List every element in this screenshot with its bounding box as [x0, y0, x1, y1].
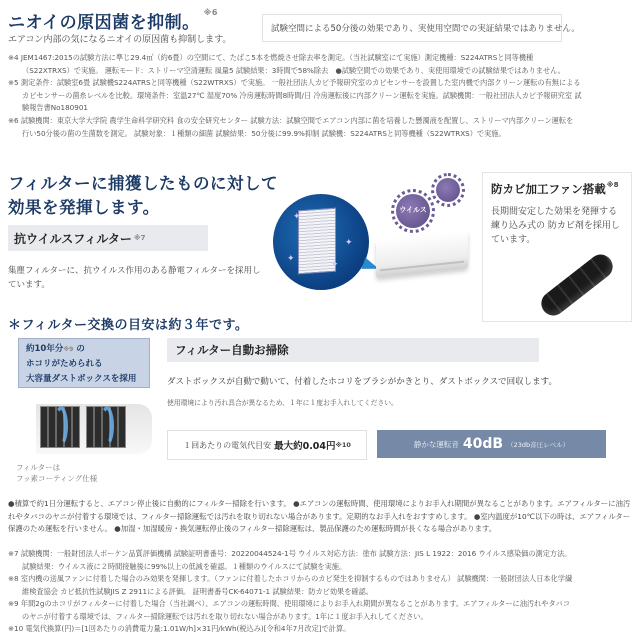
caption-line: フィルターは: [16, 463, 61, 472]
section-subtitle-odor: エアコン内部の気になるニオイの原因菌も抑制します。: [8, 35, 232, 45]
footnote-10: [8, 623, 636, 636]
sparkle-icon: ✦: [331, 260, 339, 270]
footnote-ref: ※10: [335, 441, 351, 449]
label-text: 抗ウイルスフィルター: [14, 231, 132, 246]
filter-replacement-title: ＊フィルター交換の目安は約３年です。: [8, 318, 249, 333]
footnote-ref: ※6: [203, 8, 218, 17]
feature-text: 約10年分: [26, 344, 64, 354]
antimold-fan-card: [482, 172, 632, 322]
noise-value: 40dB: [462, 436, 504, 452]
footnote-ref: ※8: [606, 181, 619, 189]
title-text: ニオイの原因菌を抑制。: [8, 13, 200, 33]
footnote-line: ※9 年間2gのホコリがフィルターに付着した場合（当社調べ）、エアコンの運転時間、使用環境によりお手入れ期間が異なることがあります。エアフィルターに油汚れやタバコ: [8, 599, 570, 608]
footnote-line: ※8 室内機の送風ファンに付着した場合のみ効果を発揮します。（ファンに付着したホコリからのカビ発生を抑制するものではありません） 試験機関：一般財団法人日本化学繊: [8, 574, 573, 583]
section-title-filter-effect: [8, 172, 278, 220]
virus-icon: [396, 194, 430, 228]
footnote-ref: ※9: [63, 346, 74, 353]
footnote-line: ※7 試験機関：一般財団法人ボーケン品質評価機構 試験証明書番号：20220044524-1号 ウイルス対応方法：塗布 試験方法：JIS L 1922：2016 ウイルス感染価の測定方法。: [8, 549, 572, 558]
operation-notes: ●積算で約1日分運転すると、エアコン停止後に自動的にフィルター掃除を行います。 ●エアコンの運転時間、使用環境によりお手入れ期間が異なることがあります。エアフィルターに油汚れやタバコのヤニが付着する環境では、フィルター掃除運転では汚れを取り切れない場合があります。定期的なお手入れをおすすめします。 ●室内温度が10℃以下の時は、エアフィルター保護のため運転を行いません。 ●加湿・加湿暖房・換気運転停止後のフィルター掃除運転は、製品保護のため運転時間が長くなる場合があります。: [8, 499, 631, 533]
air-conditioner-image: [376, 230, 468, 278]
cost-label: １回あたりの電気代目安: [183, 440, 272, 450]
sparkle-icon: ✦: [293, 212, 301, 222]
sparkle-icon: ✦: [287, 254, 295, 264]
auto-clean-note: 使用環境により汚れ具合が異なるため、１年に１度お手入れしてください。: [167, 399, 398, 407]
filter-zoom-illustration: [273, 194, 369, 290]
title-line: 効果を発揮します。: [8, 198, 160, 217]
noise-level-box: [377, 430, 606, 458]
test-notice-box: 試験空間による50分後の効果であり、実使用空間での実証結果ではありません。: [262, 14, 562, 42]
noise-sub: （23db音圧レベル）: [507, 440, 570, 449]
sparkle-icon: ✦: [345, 238, 353, 248]
caption-line: フッ素コーティング仕様: [16, 474, 98, 483]
footnote-6: [8, 115, 636, 140]
feature-line: 大容量ダストボックスを採用: [26, 374, 137, 384]
airflow-arrow-icon: [54, 406, 68, 446]
virus-icon: [436, 178, 460, 202]
electricity-cost-box: [167, 430, 367, 460]
footnote-line: 行い50分後の菌の生菌数を測定。 試験対象：１種類の細菌 試験結果：50分後に99.9%抑制 試験機：S224ATRSと同等機種（S22WTRXS）で実施。: [22, 128, 506, 138]
dustbox-image: [36, 404, 152, 454]
footnote-line: ※4 JEM1467:2015の試験方法に準じ29.4㎡（約6畳）の空間にて、たばこ5本を燃焼させ除去率を測定。（当社試験室にて実施）測定機種：S224ATRSと同等機種: [8, 53, 534, 62]
virus-label: ウイルス: [399, 206, 427, 214]
footnote-line: 験報告書No180901: [22, 103, 88, 112]
fan-card-title: [491, 181, 623, 197]
footnote-8: [8, 573, 636, 598]
airflow-arrow-icon: [100, 406, 114, 446]
footnote-line: （S22XTRXS）で実施。 運転モード：ストリーマ空清運転 風量5 試験結果：3時間で58%除去 ●試験空間での効果であり、実使用環境での試験結果ではありません。: [22, 65, 565, 75]
section-title-odor: [8, 8, 218, 33]
title-text: 防カビ加工ファン搭載: [491, 182, 606, 196]
footnote-line: のヤニが付着する環境では、フィルター掃除運転では汚れを取り切れない場合があります。1年に１度お手入れしてください。: [22, 611, 428, 621]
footnote-4: [8, 52, 636, 77]
footnote-7: [8, 548, 636, 573]
title-line: フィルターに捕獲したものに対して: [8, 174, 279, 193]
dustbox-caption: [16, 462, 97, 484]
footnote-line: 維検査協会 カビ抵抗性試験JIS Z 2911による評価。 証明書番号CK-64071-1 試験結果：防カビ効果を確認。: [22, 586, 373, 596]
footnote-line: ※10 電気代換算(円)＝[1回あたりの消費電力量:1.01W/h]×31円/kWh(税込み)[令和4年7月改定]で計算。: [8, 624, 351, 633]
auto-clean-desc: ダストボックスが自動で動いて、付着したホコリをブラシがかきとり、ダストボックスで回収します。: [167, 377, 557, 387]
cost-value: 最大約0.04円: [274, 441, 336, 452]
footnote-ref: ※7: [133, 234, 146, 242]
feature-line: ホコリがためられる: [26, 359, 103, 369]
noise-label: 静かな運転音: [413, 439, 459, 449]
footnote-line: ※6 試験機関：東京大学大学院 農学生命科学研究科 食の安全研究センター 試験方法：試験空間でエアコン内部に菌を培養した懸濁液を配置し、ストリーマ内部クリーン運転を: [8, 116, 574, 125]
feature-text: の: [73, 344, 85, 354]
footnote-5: [8, 77, 636, 115]
footnote-line: 試験結果：ウイルス液に２時間接触後に99%以上の低減を確認。１種類のウイルスにて試験を実施。: [22, 561, 347, 571]
footnote-9: [8, 598, 636, 623]
antivirus-filter-label: [8, 225, 208, 251]
footnote-line: ※5 測定条件：試験室6畳 試験機S224ATRSと同等機種（S22WTRXS）で実施。 一般社団法人カビ予報研究室のカビセンサーを設置した室内機で内部クリーン運転の有無による: [8, 78, 581, 87]
crossflow-fan-image: [537, 250, 618, 321]
footnote-line: カビセンサーの菌糸レベルを比較。環境条件：室温27℃ 湿度70% 冷房運転時間8時間/日 冷房運転後に内部クリーン運転を実施。試験機関：一般社団法人カビ予報研究室 試: [22, 90, 582, 100]
auto-clean-title: フィルター自動お掃除: [167, 338, 539, 362]
fan-card-desc: 長期間安定した効果を発揮する練り込み式の 防カビ剤を採用しています。: [491, 207, 620, 245]
antivirus-filter-desc: 集塵フィルターに、抗ウイルス作用のある静電フィルターを採用しています。: [8, 266, 261, 290]
dustbox-feature-box: [18, 338, 150, 388]
feature-line: [26, 342, 149, 357]
